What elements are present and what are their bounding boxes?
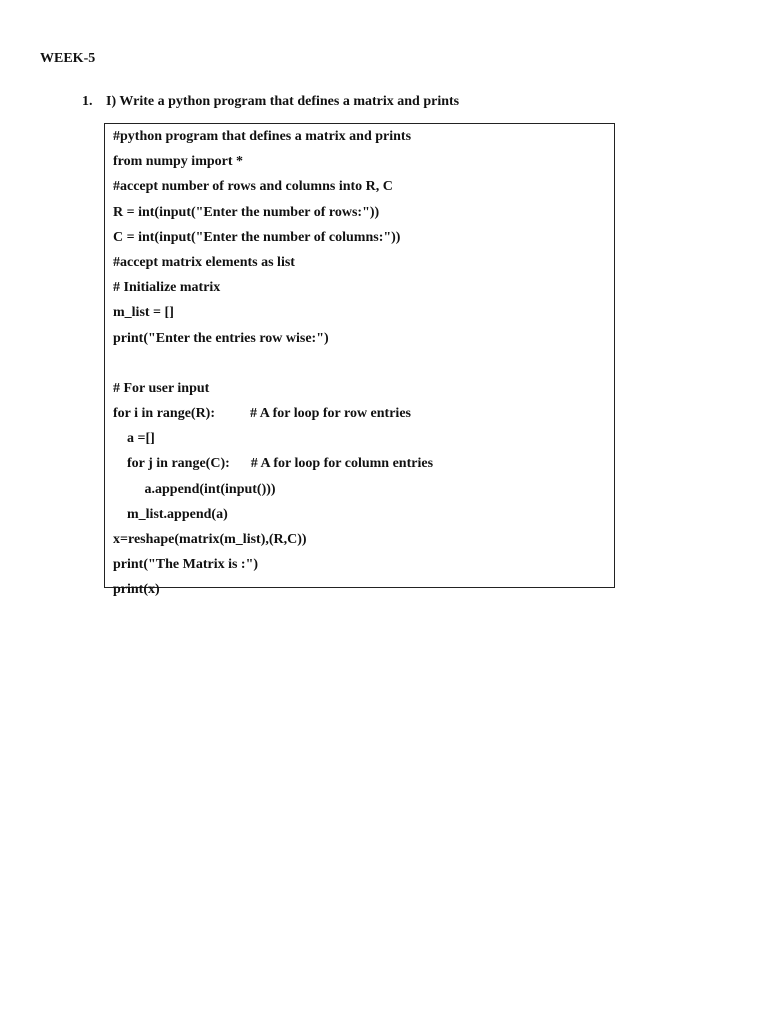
code-line: x=reshape(matrix(m_list),(R,C)) [113, 532, 307, 547]
code-line [113, 354, 433, 379]
code-line: for i in range(R): # A for loop for row entries [113, 406, 411, 422]
code-line: # Initialize matrix [113, 280, 221, 296]
code-line: #python program that defines a matrix and prints [113, 129, 412, 144]
code-line: C = int(input("Enter the number of columns:")) [113, 229, 401, 245]
code-line: m_list.append(a) [113, 506, 228, 522]
question-item [75, 75, 459, 111]
code-line: #accept number of rows and columns into R, C [113, 179, 393, 195]
code-line: print(x) [113, 582, 160, 598]
code-line: print("Enter the entries row wise:") [113, 330, 329, 346]
question-number: 1. [82, 94, 93, 109]
code-line: for j in range(C): # A for loop for column entries [113, 456, 434, 472]
code-line: from numpy import * [113, 154, 244, 170]
code-line: # For user input [113, 380, 210, 396]
code-line: a =[] [113, 431, 155, 447]
code-line: R = int(input("Enter the number of rows:")) [113, 204, 380, 220]
code-line: a.append(int(input())) [113, 481, 276, 497]
code-box [104, 123, 615, 598]
code-lines [113, 127, 433, 606]
code-line: print("The Matrix is :") [113, 557, 259, 573]
week-heading: WEEK-5 [40, 51, 96, 66]
question-text: I) Write a python program that defines a matrix and prints [106, 94, 460, 109]
code-line: m_list = [] [113, 305, 174, 321]
code-line: #accept matrix elements as list [113, 254, 295, 270]
